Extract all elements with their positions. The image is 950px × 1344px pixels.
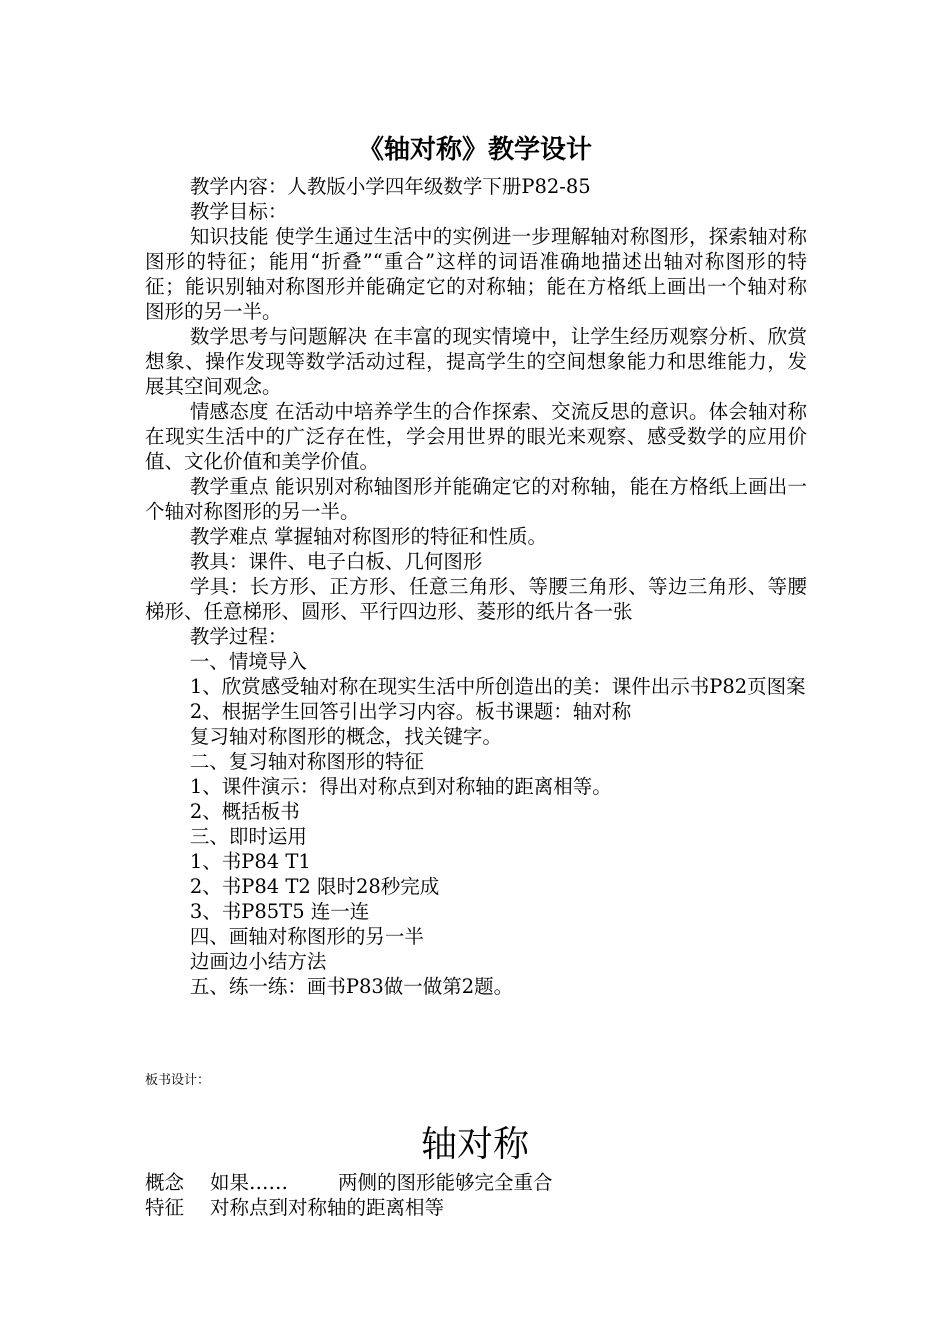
document-body [145, 174, 807, 999]
paragraph-step-3-1: 1、书P84 T1 [189, 850, 311, 873]
board-text: 如果…… [210, 1171, 289, 1194]
board-term: 概念 [145, 1171, 185, 1194]
paragraph-step-3-2: 2、书P84 T2 限时28秒完成 [189, 875, 440, 898]
paragraph-learning-aids: 学具：长方形、正方形、任意三角形、等腰三角形、等边三角形、等腰梯形、任意梯形、圆形、平行四边形、菱形的纸片各一张 [145, 575, 807, 623]
paragraph-teaching-aids: 教具：课件、电子白板、几何图形 [189, 550, 483, 573]
paragraph-key-point: 教学重点 能识别对称轴图形并能确定它的对称轴，能在方格纸上画出一个轴对称图形的另一半。 [145, 475, 807, 523]
paragraph-step-2-2: 2、概括板书 [189, 800, 300, 823]
paragraph-knowledge-skills: 知识技能 使学生通过生活中的实例进一步理解轴对称图形，探索轴对称图形的特征；能用“折叠”“重合”这样的词语准确地描述出轴对称图形的特征；能识别轴对称图形并能确定它的对称轴；能在方格纸上画出一个轴对称图形的另一半。 [145, 225, 807, 323]
paragraph-step-4-1: 边画边小结方法 [189, 950, 327, 973]
board-title: 轴对称 [420, 1124, 529, 1165]
paragraph-section-2: 二、复习轴对称图形的特征 [189, 750, 424, 773]
board-text: 对称点到对称轴的距离相等 [210, 1196, 445, 1219]
paragraph-section-5: 五、练一练：画书P83做一做第2题。 [189, 975, 514, 998]
board-term: 特征 [145, 1196, 185, 1219]
paragraph-step-1-2: 2、根据学生回答引出学习内容。板书课题：轴对称 [189, 700, 632, 723]
paragraph-section-3: 三、即时运用 [189, 825, 307, 848]
paragraph-section-4: 四、画轴对称图形的另一半 [189, 925, 424, 948]
board-text: 两侧的图形能够完全重合 [338, 1171, 553, 1194]
paragraph-attitude: 情感态度 在活动中培养学生的合作探索、交流反思的意识。体会轴对称在现实生活中的广泛存在性，学会用世界的眼光来观察、感受数学的应用价值、文化价值和美学价值。 [145, 400, 807, 473]
paragraph-process-heading: 教学过程： [189, 625, 288, 648]
paragraph-difficulty: 教学难点 掌握轴对称图形的特征和性质。 [189, 525, 548, 548]
paragraph-content: 教学内容：人教版小学四年级数学下册P82-85 [189, 175, 591, 198]
paragraph-objectives-heading: 教学目标： [189, 200, 288, 223]
paragraph-math-thinking: 数学思考与问题解决 在丰富的现实情境中，让学生经历观察分析、欣赏想象、操作发现等数学活动过程，提高学生的空间想象能力和思维能力，发展其空间观念。 [145, 325, 807, 398]
paragraph-step-3-3: 3、书P85T5 连一连 [189, 900, 370, 923]
paragraph-section-1: 一、情境导入 [189, 650, 307, 673]
board-line-concept [145, 1170, 553, 1195]
board-design-label: 板书设计： [145, 1073, 211, 1088]
document-title: 《轴对称》教学设计 [357, 135, 592, 165]
board-line-feature [145, 1195, 444, 1220]
paragraph-step-1-1: 1、欣赏感受轴对称在现实生活中所创造出的美：课件出示书P82页图案 [189, 675, 806, 698]
paragraph-step-2-1: 1、课件演示：得出对称点到对称轴的距离相等。 [189, 775, 612, 798]
paragraph-review-concept: 复习轴对称图形的概念，找关键字。 [189, 725, 502, 748]
